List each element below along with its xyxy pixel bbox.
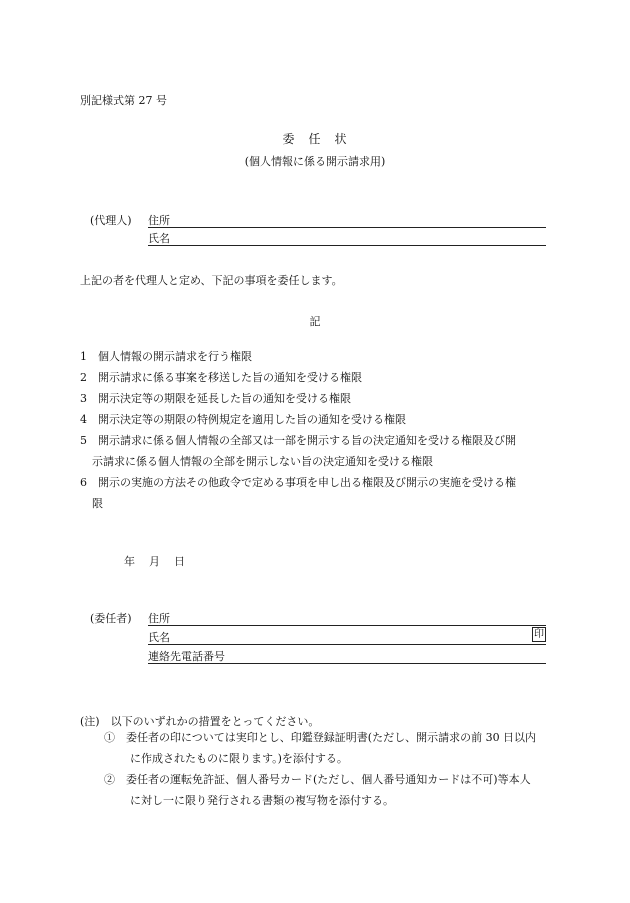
principal-name-label: 氏名: [148, 631, 170, 644]
list-item: 2 開示請求に係る事案を移送した旨の通知を受ける権限: [80, 371, 362, 384]
list-item: 6 開示の実施の方法その他政令で定める事項を申し出る権限及び開示の実施を受ける権 限: [80, 476, 516, 510]
date-month: 月: [149, 555, 160, 568]
agent-label: (代理人): [90, 214, 132, 227]
ki-heading: 記: [309, 315, 321, 328]
note-item-1: ① 委任者の印については実印とし、印鑑登録証明書(ただし、開示請求の前 30 日以内 に作成されたものに限ります。)を添付する。: [104, 731, 537, 765]
agent-name-label: 氏名: [148, 232, 170, 245]
form-number: 別記様式第 27 号: [80, 94, 167, 107]
principal-address-field[interactable]: [148, 610, 546, 626]
list-item: 3 開示決定等の期限を延長した旨の通知を受ける権限: [80, 392, 351, 405]
principal-address-label: 住所: [148, 612, 170, 625]
note-heading: (注) 以下のいずれかの措置をとってください。: [80, 715, 320, 728]
document-subtitle: (個人情報に係る開示請求用): [244, 155, 386, 168]
seal-mark: 印: [534, 629, 544, 640]
list-item: 5 開示請求に係る個人情報の全部又は一部を開示する旨の決定通知を受ける権限及び開 示請求に係る個人情報の全部を開示しない旨の決定通知を受ける権限: [80, 434, 516, 468]
list-item: 4 開示決定等の期限の特例規定を適用した旨の通知を受ける権限: [80, 413, 406, 426]
date-year: 年: [124, 555, 135, 568]
principal-name-field[interactable]: [148, 629, 546, 645]
principal-phone-field[interactable]: [148, 648, 546, 664]
document-title: 委 任 状: [282, 132, 348, 146]
agent-address-field[interactable]: [148, 212, 546, 228]
date-line: [124, 553, 199, 569]
date-day: 日: [174, 555, 185, 568]
agent-name-field[interactable]: [148, 230, 546, 246]
list-item: 1 個人情報の開示請求を行う権限: [80, 350, 252, 363]
principal-label: (委任者): [90, 612, 132, 625]
note-item-2: ② 委任者の運転免許証、個人番号カード(ただし、個人番号通知カードは不可)等本人 に対し一に限り発行される書類の複写物を添付する。: [104, 773, 531, 807]
principal-phone-label: 連絡先電話番号: [148, 650, 225, 663]
agent-address-label: 住所: [148, 214, 170, 227]
delegation-statement: 上記の者を代理人と定め、下記の事項を委任します。: [80, 274, 343, 287]
